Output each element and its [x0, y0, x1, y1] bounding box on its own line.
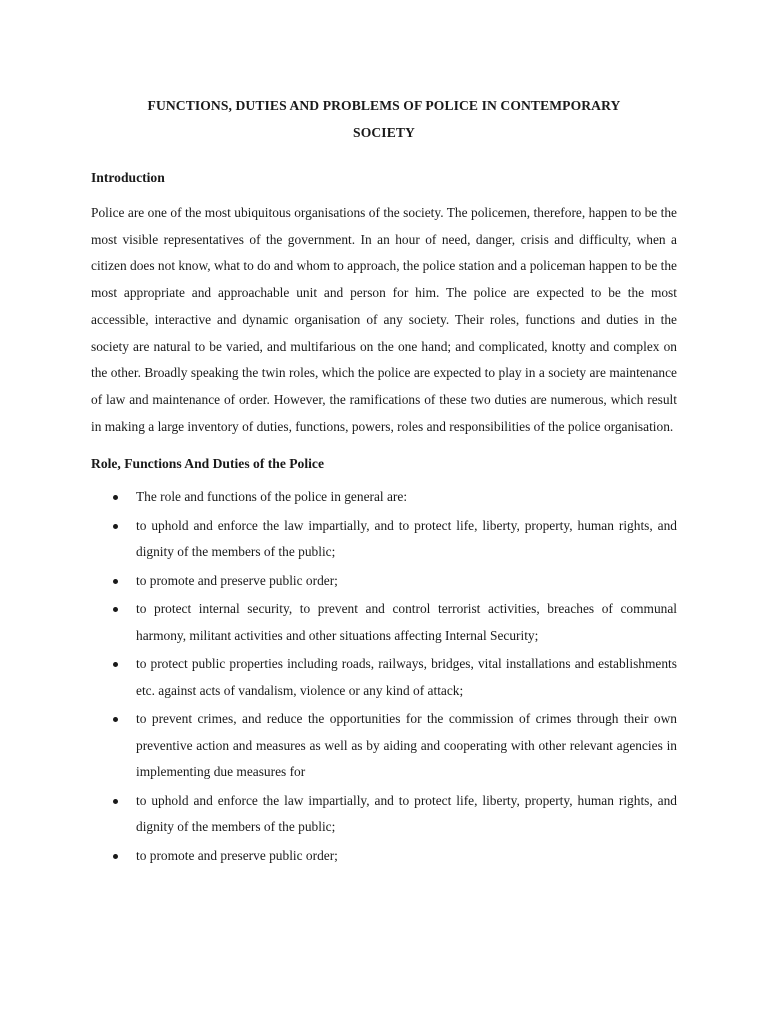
bullet-text: to protect public properties including roads, railways, bridges, vital installations and establishments etc. against acts of vandalism, violence or any kind of attack;: [136, 655, 677, 698]
bullet-icon: [113, 607, 118, 612]
document-page: [91, 92, 677, 871]
bullet-item: [91, 513, 677, 566]
introduction-heading: Introduction: [91, 170, 165, 185]
bullet-item: [91, 788, 677, 841]
bullet-item: [91, 596, 677, 649]
bullet-icon: [113, 579, 118, 584]
bullet-icon: [113, 662, 118, 667]
bullet-item: [91, 651, 677, 704]
roles-bullet-list: [91, 484, 677, 869]
bullet-icon: [113, 495, 118, 500]
bullet-item: [91, 843, 677, 870]
bullet-text: to promote and preserve public order;: [136, 572, 338, 588]
bullet-item: [91, 706, 677, 786]
bullet-text: to prevent crimes, and reduce the opportunities for the commission of crimes through their own preventive action and measures as well as by aiding and cooperating with other relevant agencies in implementing due measures for: [136, 710, 677, 780]
introduction-paragraph: Police are one of the most ubiquitous organisations of the society. The policemen, therefore, happen to be the most visible representatives of the government. In an hour of need, danger, crisis and difficulty, when a citizen does not know, what to do and whom to approach, the police station and a policeman happen to be the most appropriate and approachable unit and person for him. The police are expected to be the most accessible, interactive and dynamic organisation of any society. Their roles, functions and duties in the society are natural to be varied, and multifarious on the one hand; and complicated, knotty and complex on the other. Broadly speaking the twin roles, which the police are expected to play in a society are maintenance of law and maintenance of order. However, the ramifications of these two duties are numerous, which result in making a large inventory of duties, functions, powers, roles and responsibilities of the police organisation.: [91, 205, 677, 434]
bullet-text: The role and functions of the police in general are:: [136, 489, 408, 505]
bullet-icon: [113, 799, 118, 804]
bullet-text: to promote and preserve public order;: [136, 847, 338, 863]
bullet-text: to protect internal security, to prevent and control terrorist activities, breaches of communal harmony, militant activities and other situations affecting Internal Security;: [136, 600, 677, 643]
document-title-line-2: SOCIETY: [353, 125, 415, 140]
bullet-item: [91, 568, 677, 595]
bullet-text: to uphold and enforce the law impartially, and to protect life, liberty, property, human rights, and dignity of the members of the public;: [136, 517, 677, 560]
bullet-icon: [113, 524, 118, 529]
bullet-icon: [113, 717, 118, 722]
bullet-icon: [113, 854, 118, 859]
bullet-text: to uphold and enforce the law impartially, and to protect life, liberty, property, human rights, and dignity of the members of the public;: [136, 792, 677, 835]
document-title: [91, 92, 677, 146]
roles-heading: Role, Functions And Duties of the Police: [91, 456, 324, 472]
document-title-line-1: FUNCTIONS, DUTIES AND PROBLEMS OF POLICE IN CONTEMPORARY: [147, 98, 621, 113]
bullet-item: [91, 484, 677, 511]
